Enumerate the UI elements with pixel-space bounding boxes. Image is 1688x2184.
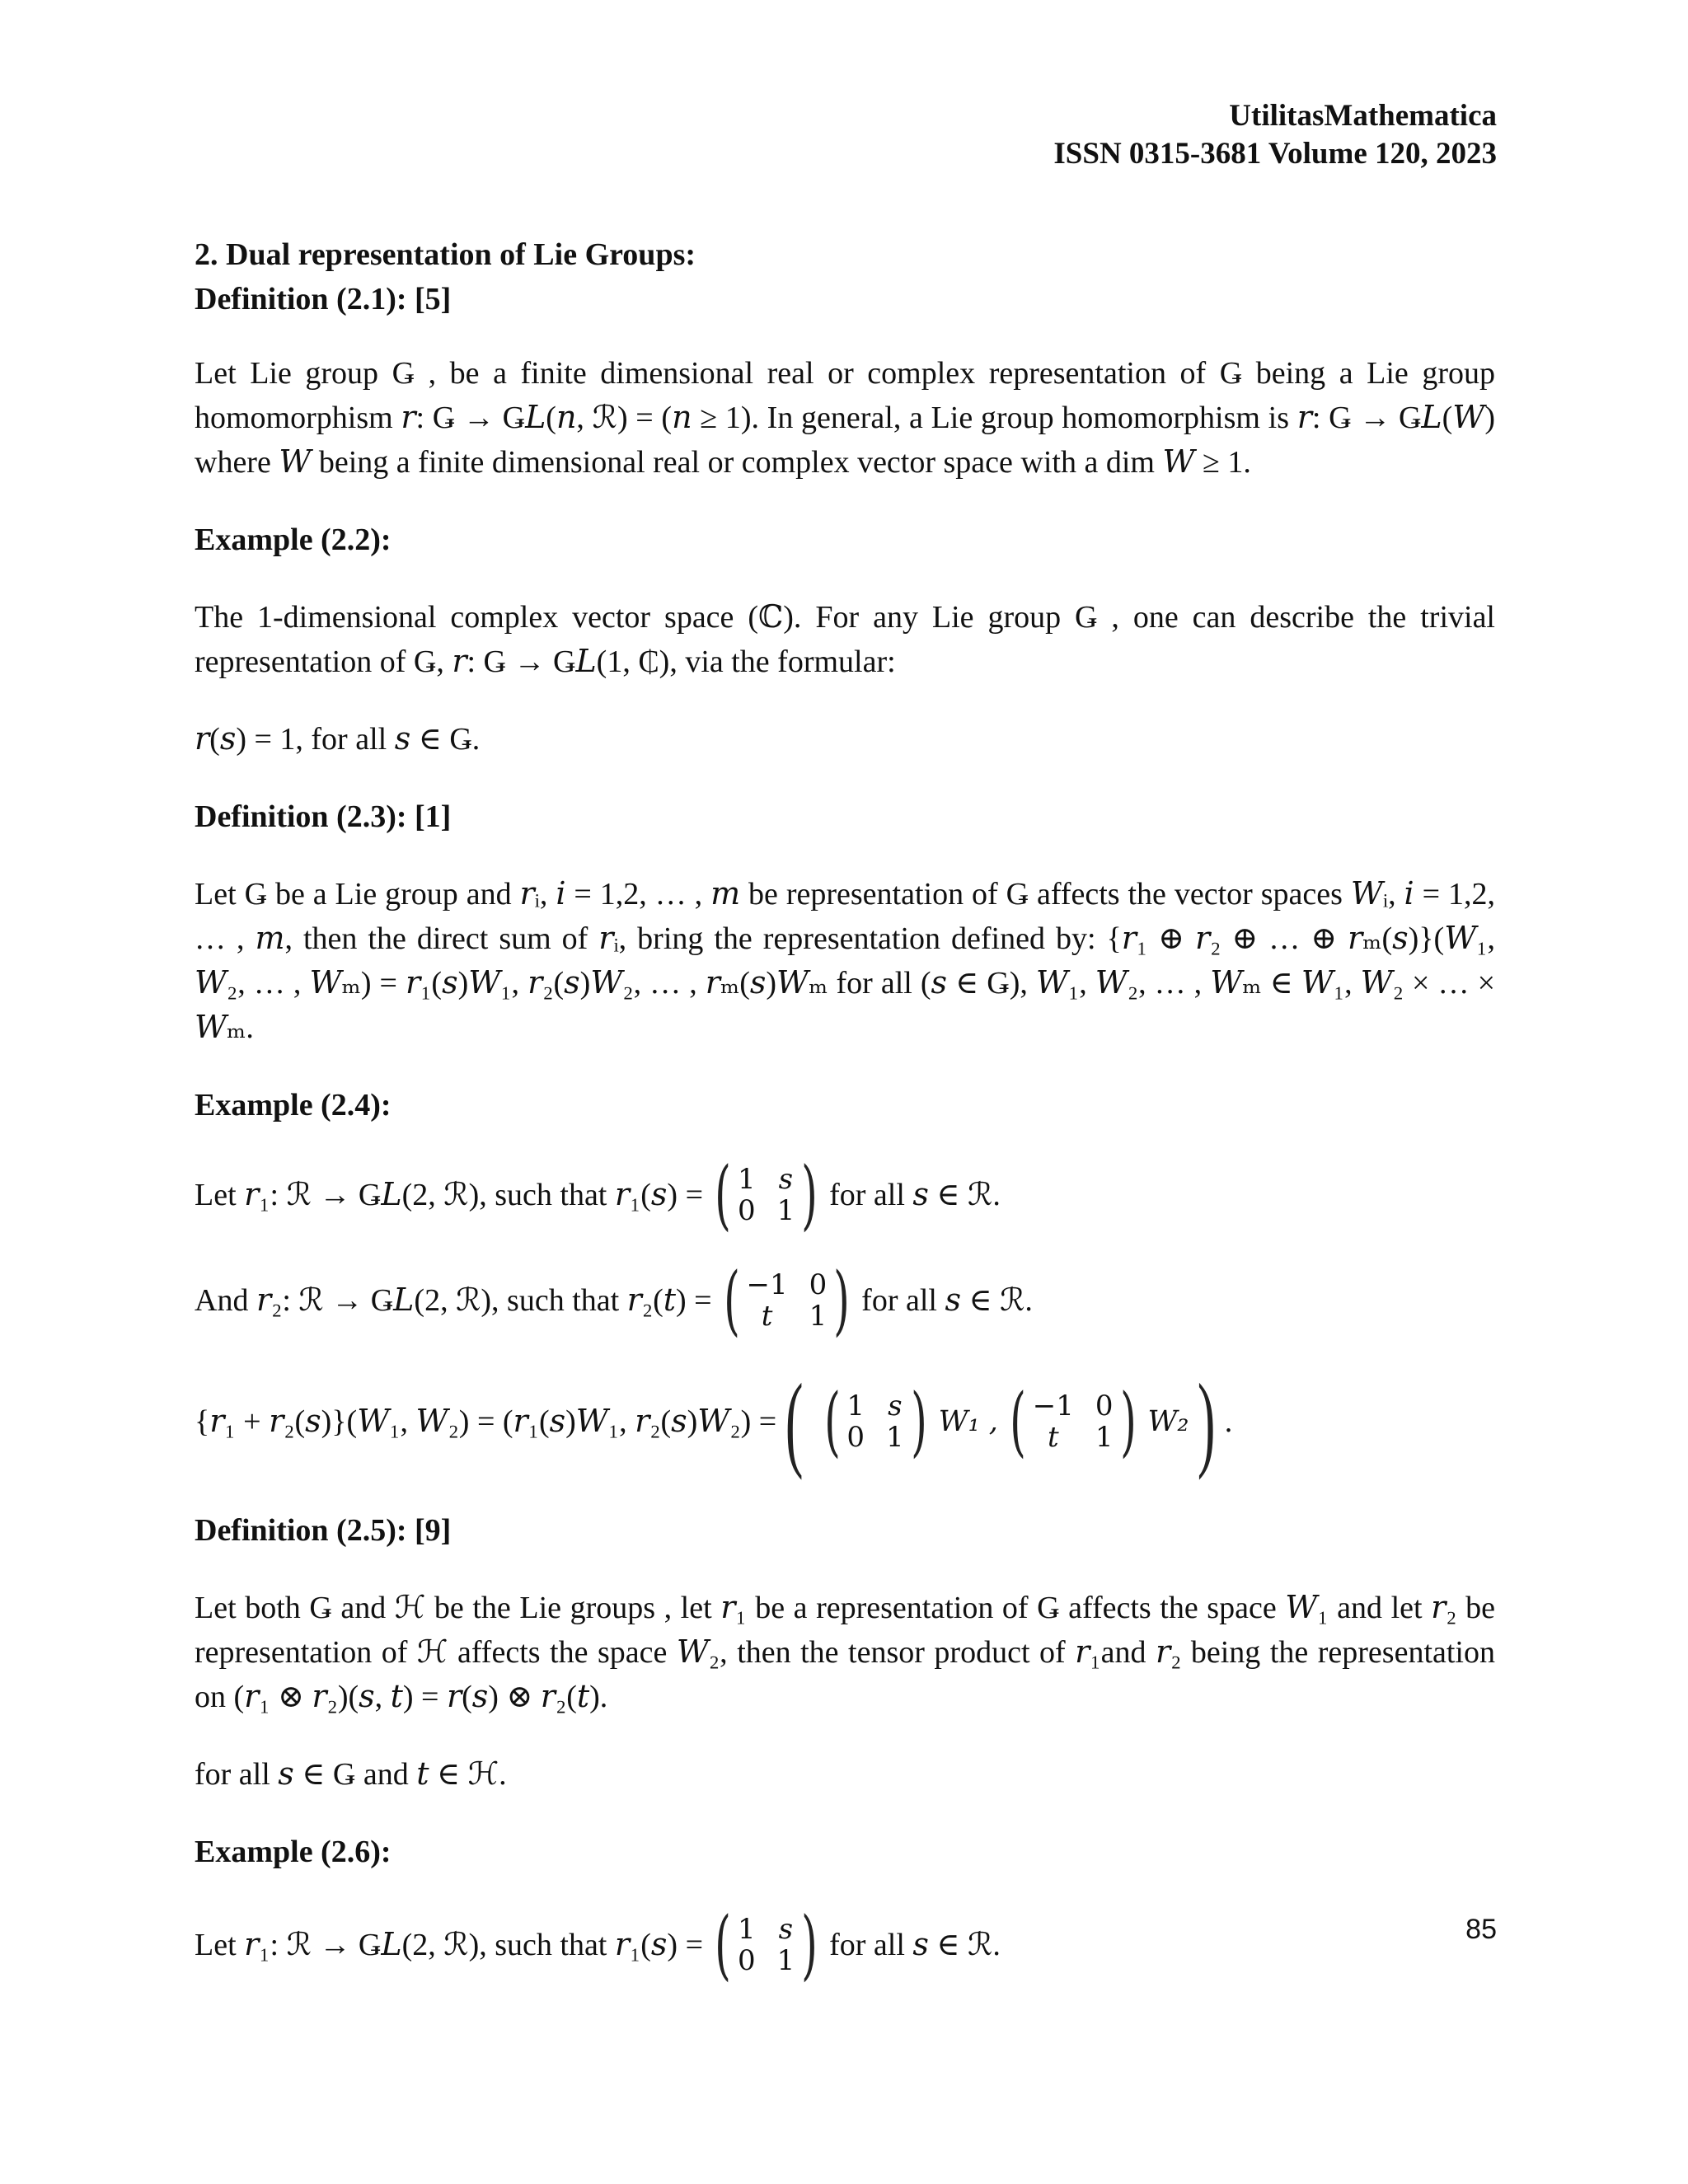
definition-2-5-title: Definition (2.5): [9] [195, 1513, 452, 1548]
example-2-6-line [195, 1900, 1495, 1989]
right-paren: ) [1119, 1377, 1137, 1465]
matrix-cell: 1 [1095, 1421, 1114, 1454]
matrix-cell: −1 [1032, 1390, 1074, 1422]
matrix-cell: −1 [746, 1268, 788, 1301]
matrix-cell: 0 [737, 1944, 756, 1977]
journal-name: UtilitasMathematica [1229, 99, 1497, 133]
r2-quantifier: for all 𝑠 ∈ ℛ. [861, 1283, 1033, 1318]
definition-2-1-title: Definition (2.1): [5] [195, 282, 452, 316]
matrix-r1 [708, 1151, 824, 1239]
outer-right-paren: ) [1198, 1362, 1216, 1481]
example-2-4-line-3 [195, 1362, 1495, 1481]
definition-2-5-text: Let both Ǥ and ℋ be the Lie groups , let 𝑟₁ be a representation of Ǥ affects the space 𝑊₁ and let 𝑟₂ be representation of ℋ affects the space 𝑊₂, then the tensor product of 𝑟₁and 𝑟₂ being the representation on (𝑟₁ ⊗ 𝑟₂)(𝑠, 𝑡) = 𝑟(𝑠) ⊗ 𝑟₂(𝑡). [195, 1591, 1495, 1714]
page-number: 85 [1465, 1914, 1497, 1945]
equation-period: . [1224, 1404, 1233, 1439]
matrix-cell: 0 [809, 1268, 828, 1301]
right-paren: ) [801, 1900, 818, 1989]
matrix-cell: s [778, 1163, 794, 1196]
matrix-cell: 1 [886, 1421, 904, 1454]
direct-sum-equation: {𝑟₁ + 𝑟₂(𝑠)}(𝑊₁, 𝑊₂) = (𝑟₁(𝑠)𝑊₁, 𝑟₂(𝑠)𝑊₂) = [195, 1404, 777, 1439]
w1-label: W₁ , [938, 1405, 998, 1438]
right-paren: ) [833, 1256, 851, 1344]
w2-label: W₂ [1147, 1405, 1189, 1438]
left-paren: ( [823, 1377, 841, 1465]
r1-definition-text: Let 𝑟₁: ℛ → Ǥ𝐿(2, ℛ), such that 𝑟₁(𝑠) = [195, 1178, 704, 1212]
r1-quantifier: for all 𝑠 ∈ ℛ. [829, 1928, 1001, 1962]
matrix-r1-ex26 [708, 1900, 824, 1989]
journal-header [1053, 97, 1497, 173]
matrix-cell: 0 [737, 1194, 756, 1227]
definition-2-1-text: Let Lie group Ǥ , be a finite dimensional real or complex representation of Ǥ being a Lie group homomorphism 𝑟: Ǥ → Ǥ𝐿(𝑛, ℛ) = (𝑛 ≥ 1). In general, a Lie group homomorphism is 𝑟: Ǥ → Ǥ𝐿(𝑊) where 𝑊 being a finite dimensional real or complex vector space with a dim 𝑊 ≥ 1. [195, 356, 1495, 480]
left-paren: ( [723, 1256, 740, 1344]
outer-left-paren: ( [785, 1362, 804, 1481]
matrix-cell: s [778, 1913, 794, 1946]
left-paren: ( [715, 1151, 731, 1239]
matrix-r1-repeat [818, 1377, 934, 1465]
matrix-r2 [717, 1256, 857, 1344]
example-2-2-formula: 𝑟(𝑠) = 1, for all 𝑠 ∈ Ǥ. [195, 722, 481, 757]
example-2-2-text: The 1-dimensional complex vector space (ℂ). For any Lie group Ǥ , one can describe the trivial representation of Ǥ, 𝑟: Ǥ → Ǥ𝐿(1, ₵), via the formular: [195, 600, 1495, 679]
matrix-cell: s [888, 1390, 903, 1422]
matrix-cell: 1 [737, 1913, 756, 1946]
matrix-cell: t [1047, 1421, 1059, 1454]
matrix-cell: 1 [737, 1163, 756, 1196]
r2-definition-text: And 𝑟₂: ℛ → Ǥ𝐿(2, ℛ), such that 𝑟₂(𝑡) = [195, 1283, 712, 1318]
matrix-cell: t [761, 1300, 773, 1333]
right-paren: ) [801, 1151, 818, 1239]
example-2-4-line-1 [195, 1151, 1495, 1239]
section-title: 2. Dual representation of Lie Groups: [195, 237, 696, 272]
matrix-cell: 1 [776, 1944, 795, 1977]
matrix-cell: 0 [1095, 1390, 1114, 1422]
matrix-cell: 1 [846, 1390, 865, 1422]
example-2-6-title: Example (2.6): [195, 1835, 392, 1869]
right-paren: ) [910, 1377, 927, 1465]
matrix-cell: 1 [776, 1194, 795, 1227]
example-2-4-line-2 [195, 1256, 1495, 1344]
left-paren: ( [715, 1900, 731, 1989]
matrix-cell: 1 [809, 1300, 828, 1333]
journal-issn: ISSN 0315-3681 Volume 120, 2023 [1053, 137, 1497, 171]
r1-quantifier: for all 𝑠 ∈ ℛ. [829, 1178, 1001, 1212]
page-body [195, 232, 1495, 1989]
matrix-r2-repeat [1003, 1377, 1143, 1465]
definition-2-3-title: Definition (2.3): [1] [195, 799, 452, 834]
definition-2-5-quantifier: for all 𝑠 ∈ Ǥ and 𝑡 ∈ ℋ. [195, 1757, 507, 1792]
definition-2-3-text: Let Ǥ be a Lie group and 𝑟ᵢ, 𝑖 = 1,2, … , 𝑚 be representation of Ǥ affects the vector spaces 𝑊ᵢ, 𝑖 = 1,2, … , 𝑚, then the direct sum of 𝑟ᵢ, bring the representation defined by: {𝑟₁ ⊕ 𝑟₂ ⊕ … ⊕ 𝑟ₘ(𝑠)}(𝑊₁, 𝑊₂, … , 𝑊ₘ) = 𝑟₁(𝑠)𝑊₁, 𝑟₂(𝑠)𝑊₂, … , 𝑟ₘ(𝑠)𝑊ₘ for all (𝑠 ∈ Ǥ), 𝑊₁, 𝑊₂, … , 𝑊ₘ ∈ 𝑊₁, 𝑊₂ × … × 𝑊ₘ. [195, 877, 1495, 1045]
matrix-cell: 0 [846, 1421, 865, 1454]
r1-definition-text: Let 𝑟₁: ℛ → Ǥ𝐿(2, ℛ), such that 𝑟₁(𝑠) = [195, 1928, 704, 1962]
left-paren: ( [1009, 1377, 1026, 1465]
example-2-2-title: Example (2.2): [195, 523, 392, 557]
example-2-4-title: Example (2.4): [195, 1088, 392, 1122]
